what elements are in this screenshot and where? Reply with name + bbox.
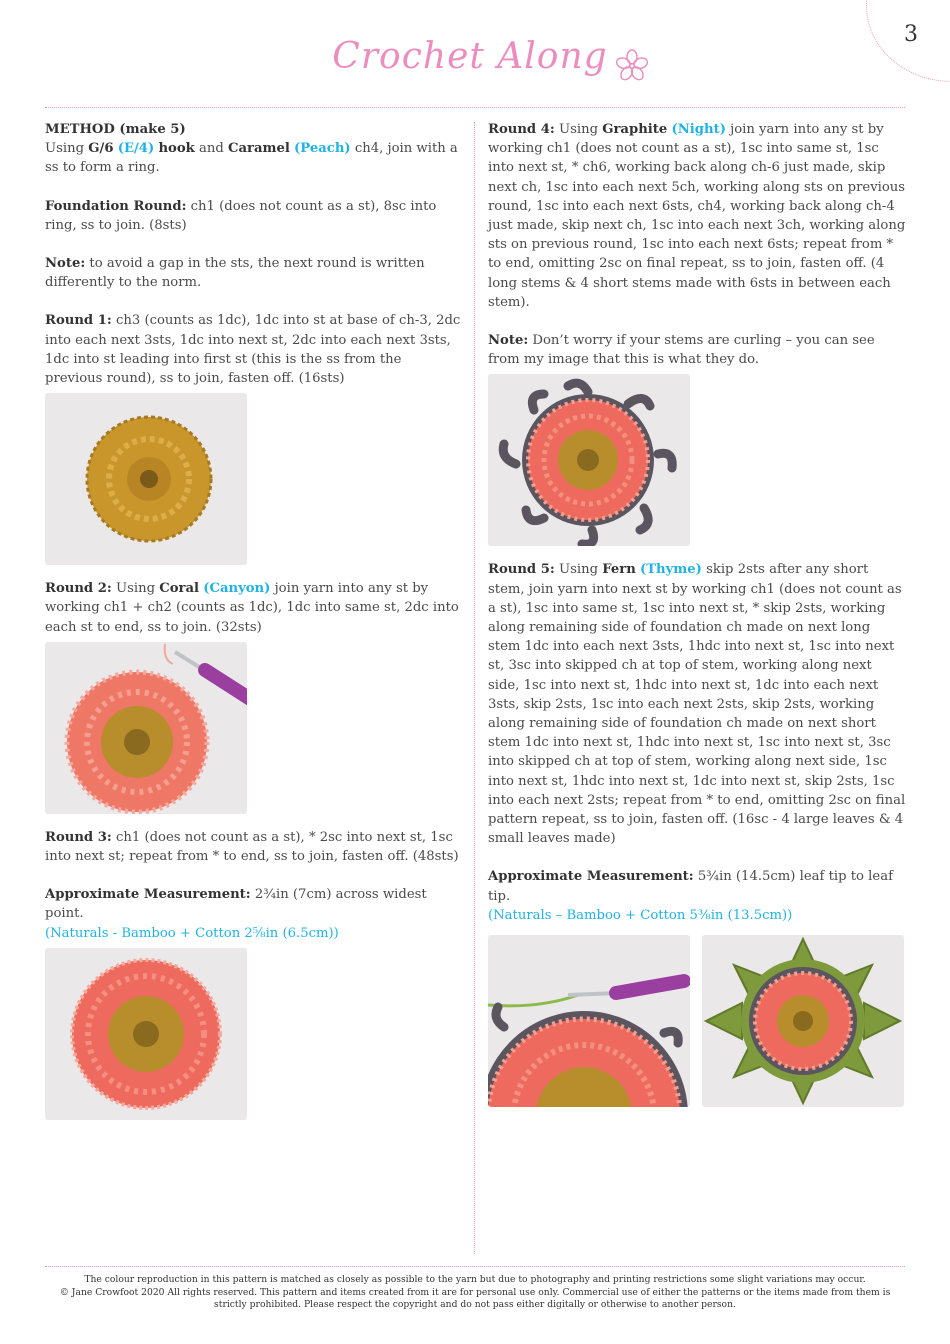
yarn-name: Caramel [227, 141, 290, 157]
hook-size: G/6 [88, 141, 114, 157]
footer [45, 1274, 905, 1312]
right-column [488, 120, 906, 1121]
foundation-round [45, 197, 463, 235]
measurement-label: Approximate Measurement: [45, 887, 251, 903]
measurement-label: Approximate Measurement: [488, 869, 694, 885]
round-4-yarn: Graphite [602, 122, 668, 137]
hook-size-alt: (E/4) [117, 141, 155, 157]
round-3 [45, 828, 463, 866]
round-5-text: skip 2sts after any short stem, join yarn into next st by working ch1 (does not count as a st), 1sc into same st, 1sc into next st, * skip 2sts, working along remaining side of foundation ch made on next long stem 1dc into each next 3sts, 1hdc into next st, 1sc into next st, 3sc into skipped ch at top of stem, working along next side, 1sc into next st, 1hdc into next st, 1dc into each next 3sts, skip 2sts, 1sc into each next 2sts, skip 2sts, working along remaining side of foundation ch made on next short stem 1dc into next st, 1hdc into next st, 1sc into next st, 3sc into skipped ch at top of stem, working along next side, 1sc into next st, 1hdc into next st, 1dc into next st, skip 2sts, 1sc into each next 2sts; repeat from * to end, omitting 2sc on final pattern repeat, ss to join, fasten off. (16sc - 4 large leaves & 4 small leaves made) [488, 562, 906, 847]
footer-line-3: strictly prohibited. Please respect the copyright and do not pass either digitally or otherwise to another person. [214, 1299, 736, 1310]
intro-text: and [194, 141, 228, 157]
round-4 [488, 120, 906, 312]
round-3-photo [45, 948, 247, 1120]
round-2-photo [45, 642, 247, 814]
left-measurement [45, 885, 463, 943]
round-5 [488, 560, 906, 848]
round-1 [45, 311, 463, 388]
footer-line-1: The colour reproduction in this pattern is matched as closely as possible to the yarn but due to photography and printing restrictions some slight variations may occur. [84, 1274, 866, 1285]
method-block [45, 120, 463, 178]
note-label: Note: [488, 333, 529, 349]
footer-line-2: © Jane Crowfoot 2020 All rights reserved. This pattern and items created from it are for personal use only. Commercial use of either the patterns or the items made from them is [59, 1286, 891, 1298]
round-5-photos [488, 935, 906, 1121]
flower-icon [612, 48, 652, 84]
foundation-text: ch1 (does not count as a st), 8sc into ring, ss to join. (8sts) [45, 198, 437, 233]
round-1-photo [45, 393, 247, 565]
right-measurement [488, 867, 906, 925]
round-4-text: Using [554, 122, 603, 137]
note-text: Don’t worry if your stems are curling – you can see from my image that this is what they do. [488, 333, 875, 368]
round-2 [45, 579, 463, 637]
round-5-yarn-alt: (Thyme) [640, 562, 702, 578]
intro-text: ch4, join with a ss to form a ring. [45, 141, 458, 176]
round-1-text: ch3 (counts as 1dc), 1dc into st at base of ch-3, 2dc into each next 3sts, 1dc into next st, 2dc into each next 3sts, 1dc into st leading into first st (this is the ss from the previous round), ss to join, fasten off. (16sts) [45, 313, 461, 387]
round-5-finished-photo [702, 935, 904, 1107]
round-4-yarn-alt: (Night) [671, 122, 726, 137]
round-2-yarn: Coral [159, 581, 200, 597]
round-5-label: Round 5: [488, 562, 555, 578]
round-4-text: join yarn into any st by working ch1 (does not count as a st), 1sc into same st, 1sc into next st, * ch6, working back along ch-6 just made, skip next ch, 1sc into each next 5ch, working along sts on previous round, 1sc into each next 6sts, ch4, working back along ch-4 just made, skip next ch, 1sc into each next 3ch, working along sts on previous round, 1sc into each next 6sts; repeat from * to end, omitting 2sc on final repeat, ss to join, fasten off. (4 long stems & 4 short stems made with 6sts in between each stem). [488, 122, 906, 310]
foundation-label: Foundation Round: [45, 198, 187, 214]
round-2-text: join yarn into any st by working ch1 + ch2 (counts as 1dc), 1dc into same st, 2dc into each st to end, ss to join. (32sts) [45, 581, 459, 635]
note-label: Note: [45, 256, 86, 272]
round-4-photo [488, 374, 690, 546]
page-title: Crochet Along [332, 36, 608, 77]
round-3-text: ch1 (does not count as a st), * 2sc into next st, 1sc into next st; repeat from * to end, ss to join, fasten off. (48sts) [45, 829, 459, 865]
left-column [45, 120, 463, 1134]
measurement-alt: (Naturals - Bamboo + Cotton 2⅝in (6.5cm)) [45, 925, 339, 941]
round-4-label: Round 4: [488, 122, 555, 137]
note-paragraph [45, 254, 463, 292]
note-text: to avoid a gap in the sts, the next round is written differently to the norm. [45, 256, 425, 291]
page-number: 3 [904, 22, 918, 47]
measurement-text: 2¾in (7cm) across widest point. [45, 887, 427, 922]
round-2-label: Round 2: [45, 581, 112, 597]
measurement-alt: (Naturals – Bamboo + Cotton 5⅜in (13.5cm)) [488, 907, 793, 923]
measurement-text: 5¾in (14.5cm) leaf tip to leaf tip. [488, 869, 893, 904]
round-5-progress-photo [488, 935, 690, 1107]
round-5-yarn: Fern [602, 562, 636, 578]
footer-divider [45, 1266, 905, 1267]
round-2-text: Using [111, 581, 160, 597]
round-1-label: Round 1: [45, 313, 112, 329]
method-title: METHOD (make 5) [45, 122, 186, 137]
yarn-name-alt: (Peach) [294, 141, 351, 157]
round-5-text: Using [554, 562, 603, 578]
header-divider [45, 107, 905, 108]
right-note [488, 331, 906, 369]
intro-text: Using [45, 141, 89, 157]
column-divider [474, 122, 475, 1254]
hook-word: hook [158, 141, 195, 157]
round-3-label: Round 3: [45, 829, 112, 845]
round-2-yarn-alt: (Canyon) [203, 581, 271, 597]
